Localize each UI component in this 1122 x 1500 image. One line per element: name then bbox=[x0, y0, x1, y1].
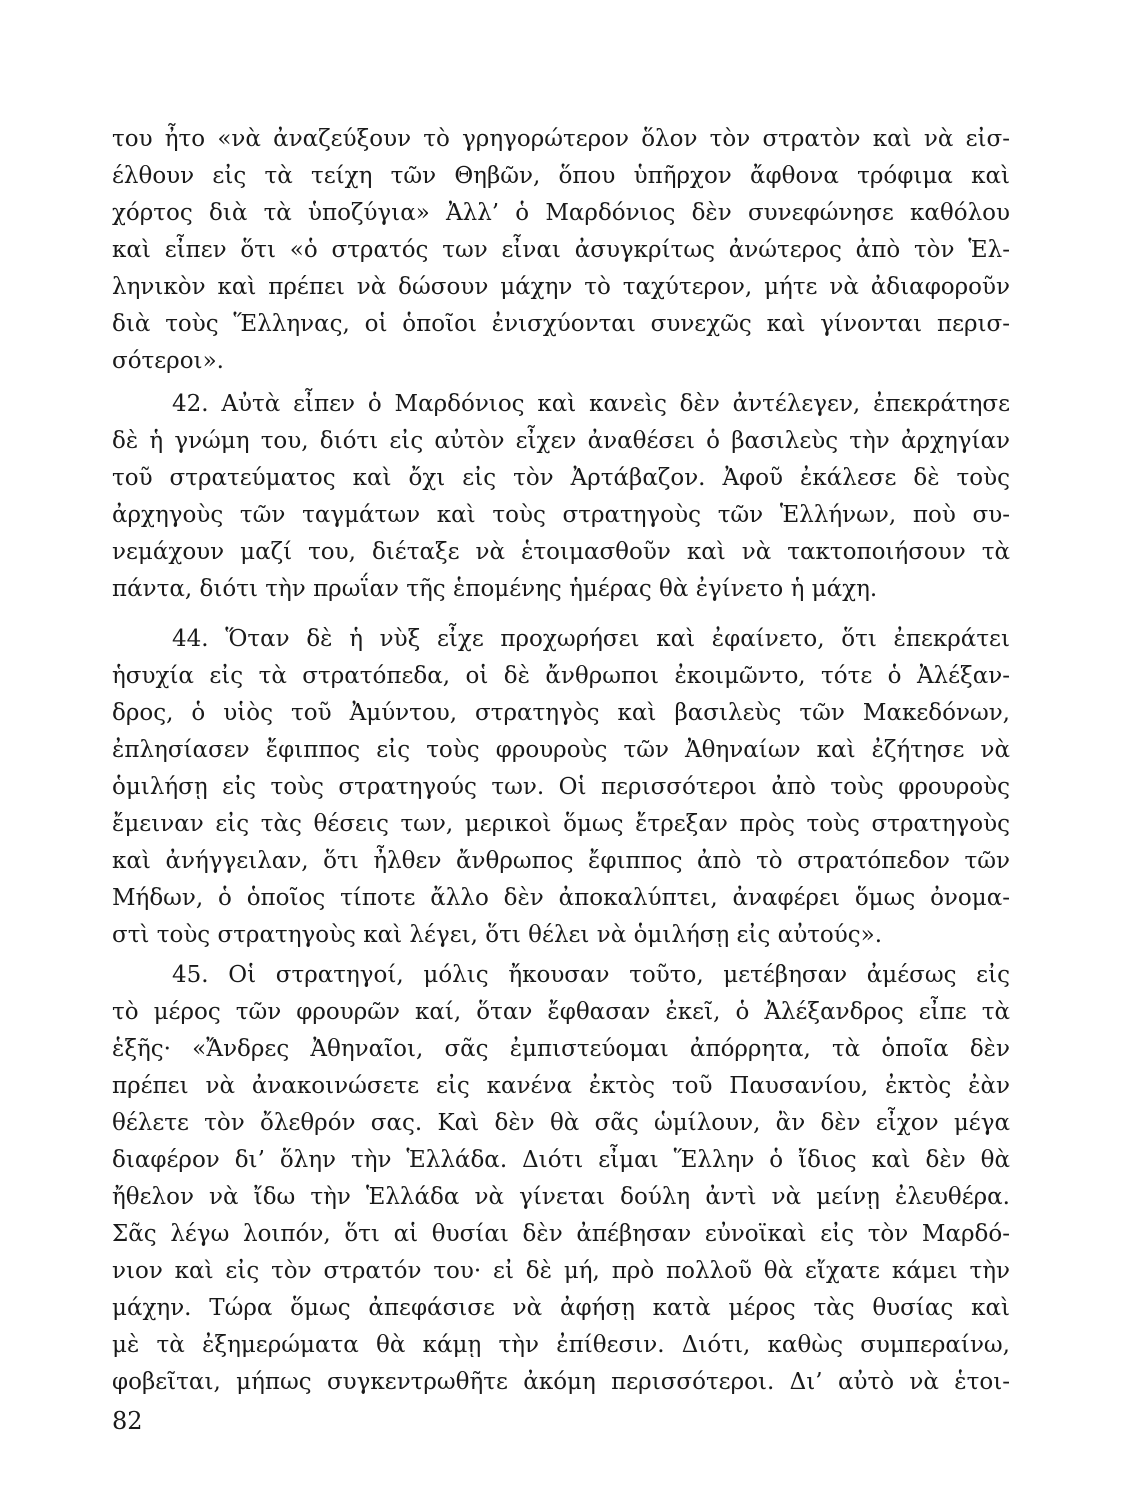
text-line: ἐπλησίασεν ἔφιππος εἰς τοὺς φρουροὺς τῶν Ἀθηναίων καὶ ἐζήτησε νὰ bbox=[112, 737, 1010, 763]
text-line: ἤθελον νὰ ἴδω τὴν Ἑλλάδα νὰ γίνεται δούλη ἀντὶ νὰ μείνῃ ἐλευθέρα. bbox=[112, 1184, 1010, 1210]
text-line: σότεροι». bbox=[112, 348, 224, 374]
text-line: στὶ τοὺς στρατηγοὺς καὶ λέγει, ὅτι θέλει νὰ ὁμιλήσῃ εἰς αὐτούς». bbox=[112, 922, 883, 948]
text-line: 44. Ὅταν δὲ ἡ νὺξ εἶχε προχωρήσει καὶ ἐφαίνετο, ὅτι ἐπεκράτει bbox=[172, 626, 1010, 652]
paragraph-44 bbox=[112, 621, 1010, 954]
text-line: νεμάχουν μαζί του, διέταξε νὰ ἑτοιμασθοῦν καὶ νὰ τακτοποιήσουν τὰ bbox=[112, 539, 1010, 565]
text-line: 42. Αὐτὰ εἶπεν ὁ Μαρδόνιος καὶ κανεὶς δὲν ἀντέλεγεν, ἐπεκράτησε bbox=[172, 391, 1010, 417]
text-line: διὰ τοὺς Ἕλληνας, οἱ ὁποῖοι ἐνισχύονται συνεχῶς καὶ γίνονται περισ- bbox=[112, 311, 1010, 337]
text-line: Σᾶς λέγω λοιπόν, ὅτι αἱ θυσίαι δὲν ἀπέβησαν εὐνοϊκαὶ εἰς τὸν Μαρδό- bbox=[112, 1221, 1010, 1247]
text-line: ἀρχηγοὺς τῶν ταγμάτων καὶ τοὺς στρατηγοὺς τῶν Ἑλλήνων, ποὺ συ- bbox=[112, 502, 1010, 528]
paragraph-42 bbox=[112, 386, 1010, 608]
text-line: καὶ ἀνήγγειλαν, ὅτι ἦλθεν ἄνθρωπος ἔφιππος ἀπὸ τὸ στρατόπεδον τῶν bbox=[112, 848, 1010, 874]
page-number: 82 bbox=[112, 1407, 143, 1435]
text-line: δὲ ἡ γνώμη του, διότι εἰς αὐτὸν εἶχεν ἀναθέσει ὁ βασιλεὺς τὴν ἀρχηγίαν bbox=[112, 428, 1010, 454]
text-line: του ἦτο «νὰ ἀναζεύξουν τὸ γρηγορώτερον ὅλον τὸν στρατὸν καὶ νὰ εἰσ- bbox=[112, 126, 1010, 152]
text-line: Μήδων, ὁ ὁποῖος τίποτε ἄλλο δὲν ἀποκαλύπτει, ἀναφέρει ὅμως ὀνομα- bbox=[112, 885, 1010, 911]
text-line: νιον καὶ εἰς τὸν στρατόν του· εἰ δὲ μή, πρὸ πολλοῦ θὰ εἴχατε κάμει τὴν bbox=[112, 1258, 1010, 1284]
text-line: θέλετε τὸν ὄλεθρόν σας. Καὶ δὲν θὰ σᾶς ὡμίλουν, ἂν δὲν εἶχον μέγα bbox=[112, 1110, 1010, 1136]
text-line: χόρτος διὰ τὰ ὑποζύγια» Ἀλλ’ ὁ Μαρδόνιος δὲν συνεφώνησε καθόλου bbox=[112, 200, 1010, 226]
text-line: 45. Οἱ στρατηγοί, μόλις ἤκουσαν τοῦτο, μετέβησαν ἀμέσως εἰς bbox=[172, 962, 1010, 988]
text-line: διαφέρον δι’ ὅλην τὴν Ἑλλάδα. Διότι εἶμαι Ἕλλην ὁ ἴδιος καὶ δὲν θὰ bbox=[112, 1147, 1010, 1173]
text-line: ἑξῆς· «Ἄνδρες Ἀθηναῖοι, σᾶς ἐμπιστεύομαι ἀπόρρητα, τὰ ὁποῖα δὲν bbox=[112, 1036, 1010, 1062]
text-line: ἡσυχία εἰς τὰ στρατόπεδα, οἱ δὲ ἄνθρωποι ἐκοιμῶντο, τότε ὁ Ἀλέξαν- bbox=[112, 663, 1010, 689]
text-line: μάχην. Τώρα ὅμως ἀπεφάσισε νὰ ἀφήσῃ κατὰ μέρος τὰς θυσίας καὶ bbox=[112, 1295, 1010, 1321]
text-line: τὸ μέρος τῶν φρουρῶν καί, ὅταν ἔφθασαν ἐκεῖ, ὁ Ἀλέξανδρος εἶπε τὰ bbox=[112, 999, 1010, 1025]
text-line: ληνικὸν καὶ πρέπει νὰ δώσουν μάχην τὸ ταχύτερον, μήτε νὰ ἀδιαφοροῦν bbox=[112, 274, 1010, 300]
text-line: πρέπει νὰ ἀνακοινώσετε εἰς κανένα ἐκτὸς τοῦ Παυσανίου, ἐκτὸς ἐὰν bbox=[112, 1073, 1010, 1099]
text-line: μὲ τὰ ἐξημερώματα θὰ κάμῃ τὴν ἐπίθεσιν. Διότι, καθὼς συμπεραίνω, bbox=[112, 1332, 1010, 1358]
text-line: έλθουν εἰς τὰ τείχη τῶν Θηβῶν, ὅπου ὑπῆρχον ἄφθονα τρόφιμα καὶ bbox=[112, 163, 1010, 189]
text-line: ἔμειναν εἰς τὰς θέσεις των, μερικοὶ ὅμως ἔτρεξαν πρὸς τοὺς στρατηγοὺς bbox=[112, 811, 1010, 837]
paragraph-45 bbox=[112, 957, 1010, 1401]
text-line: τοῦ στρατεύματος καὶ ὄχι εἰς τὸν Ἀρτάβαζον. Ἀφοῦ ἐκάλεσε δὲ τοὺς bbox=[112, 465, 1010, 491]
text-line: δρος, ὁ υἱὸς τοῦ Ἀμύντου, στρατηγὸς καὶ βασιλεὺς τῶν Μακεδόνων, bbox=[112, 700, 1010, 726]
paragraph-continuation bbox=[112, 121, 1010, 380]
text-line: πάντα, διότι τὴν πρωΐαν τῆς ἑπομένης ἡμέρας θὰ ἐγίνετο ἡ μάχη. bbox=[112, 576, 878, 602]
text-line: καὶ εἶπεν ὅτι «ὁ στρατός των εἶναι ἀσυγκρίτως ἀνώτερος ἀπὸ τὸν Ἑλ- bbox=[112, 237, 1010, 263]
text-line: φοβεῖται, μήπως συγκεντρωθῆτε ἀκόμη περισσότεροι. Δι’ αὐτὸ νὰ ἑτοι- bbox=[112, 1369, 1010, 1395]
text-line: ὁμιλήσῃ εἰς τοὺς στρατηγούς των. Οἱ περισσότεροι ἀπὸ τοὺς φρουροὺς bbox=[112, 774, 1010, 800]
